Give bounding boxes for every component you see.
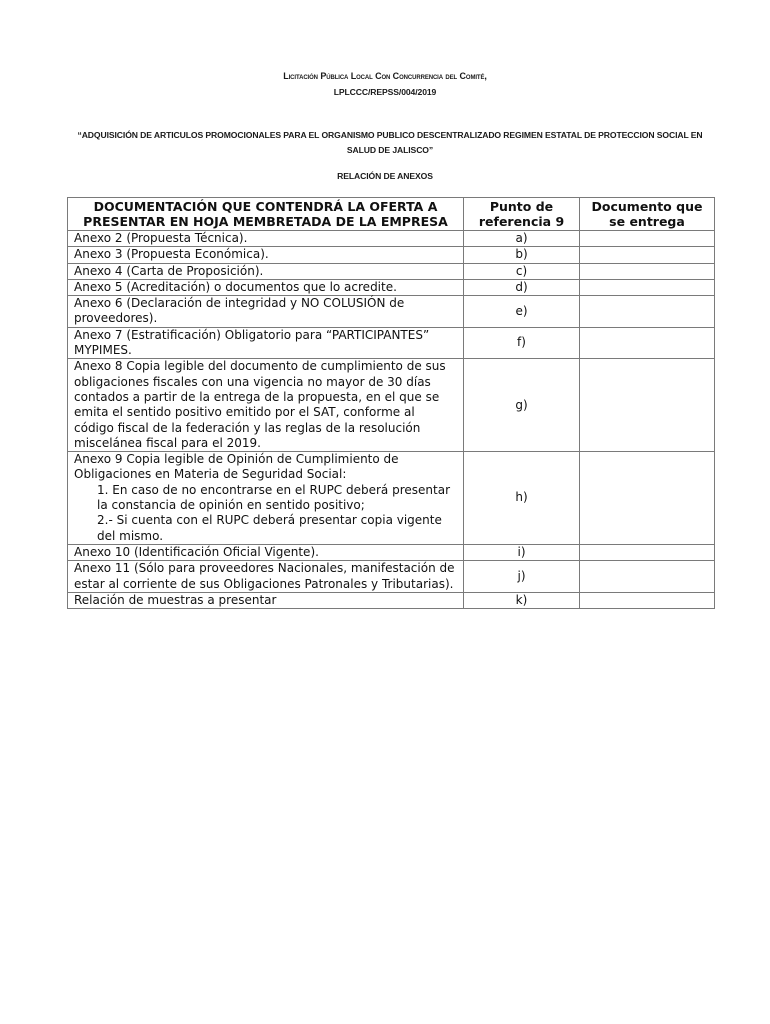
delivered-cell[interactable] xyxy=(580,231,715,247)
delivered-cell[interactable] xyxy=(580,561,715,593)
delivered-cell[interactable] xyxy=(580,544,715,560)
section-title: RELACIÓN DE ANEXOS xyxy=(337,171,433,181)
annex-description: Anexo 6 (Declaración de integridad y NO COLUSIÓN de proveedores). xyxy=(68,296,464,328)
reference-point: d) xyxy=(464,279,580,295)
column-header-reference: Punto de referencia 9 xyxy=(464,198,580,231)
annex-description: Anexo 3 (Propuesta Económica). xyxy=(68,247,464,263)
tender-subject: “ADQUISICIÓN DE ARTICULOS PROMOCIONALES PARA EL ORGANISMO PUBLICO DESCENTRALIZADO REGIMEN ESTATAL DE PROTECCION SOCIAL EN SALUD DE JALISCO” xyxy=(77,130,703,155)
tender-number: LPLCCC/REPSS/004/2019 xyxy=(333,87,437,97)
annex-subitem: 2.- Si cuenta con el RUPC deberá presentar copia vigente del mismo. xyxy=(97,513,442,543)
reference-point: e) xyxy=(464,296,580,328)
reference-point: i) xyxy=(464,544,580,560)
reference-point: k) xyxy=(464,592,580,608)
reference-point: a) xyxy=(464,231,580,247)
annex-description: Anexo 10 (Identificación Oficial Vigente). xyxy=(68,544,464,560)
delivered-cell[interactable] xyxy=(580,592,715,608)
document-title: Licitación Pública Local Con Concurrencia del Comité, xyxy=(283,71,487,81)
table-row xyxy=(68,247,715,263)
annex-description: Anexo 5 (Acreditación) o documentos que lo acredite. xyxy=(68,279,464,295)
delivered-cell[interactable] xyxy=(580,263,715,279)
delivered-cell[interactable] xyxy=(580,327,715,359)
annex-subitem: 1. En caso de no encontrarse en el RUPC deberá presentar la constancia de opinión en sentido positivo; xyxy=(97,482,450,513)
delivered-cell[interactable] xyxy=(580,359,715,452)
annex-description: Anexo 4 (Carta de Proposición). xyxy=(68,263,464,279)
delivered-cell[interactable] xyxy=(580,247,715,263)
table-row xyxy=(68,359,715,452)
annex-description xyxy=(68,452,464,545)
table-row xyxy=(68,231,715,247)
table-row xyxy=(68,452,715,545)
table-row xyxy=(68,327,715,359)
table-row xyxy=(68,279,715,295)
annex-description: Anexo 7 (Estratificación) Obligatorio para “PARTICIPANTES” MYPIMES. xyxy=(68,327,464,359)
column-header-documentation: DOCUMENTACIÓN QUE CONTENDRÁ LA OFERTA A PRESENTAR EN HOJA MEMBRETADA DE LA EMPRESA xyxy=(68,198,464,231)
reference-point: g) xyxy=(464,359,580,452)
table-row xyxy=(68,561,715,593)
reference-point: h) xyxy=(464,452,580,545)
annex-table xyxy=(67,197,715,609)
table-row xyxy=(68,544,715,560)
delivered-cell[interactable] xyxy=(580,452,715,545)
annex-description: Anexo 11 (Sólo para proveedores Nacionales, manifestación de estar al corriente de sus Obligaciones Patronales y Tributarias). xyxy=(68,561,464,593)
reference-point: j) xyxy=(464,561,580,593)
annex-description: Anexo 8 Copia legible del documento de cumplimiento de sus obligaciones fiscales con una vigencia no mayor de 30 días contados a partir de la entrega de la propuesta, en el que se emita el sentido positivo emitido por el SAT, conforme al código fiscal de la federación y las reglas de la resolución miscelánea fiscal para el 2019. xyxy=(68,359,464,452)
reference-point: b) xyxy=(464,247,580,263)
annex-description: Anexo 2 (Propuesta Técnica). xyxy=(68,231,464,247)
delivered-cell[interactable] xyxy=(580,296,715,328)
annex-description: Relación de muestras a presentar xyxy=(68,592,464,608)
reference-point: f) xyxy=(464,327,580,359)
table-row xyxy=(68,263,715,279)
delivered-cell[interactable] xyxy=(580,279,715,295)
reference-point: c) xyxy=(464,263,580,279)
column-header-delivered: Documento que se entrega xyxy=(580,198,715,231)
table-row xyxy=(68,296,715,328)
annex-description-main: Anexo 9 Copia legible de Opinión de Cumplimiento de Obligaciones en Materia de Seguridad Social: xyxy=(74,452,399,482)
table-row xyxy=(68,592,715,608)
table-header-row xyxy=(68,198,715,231)
